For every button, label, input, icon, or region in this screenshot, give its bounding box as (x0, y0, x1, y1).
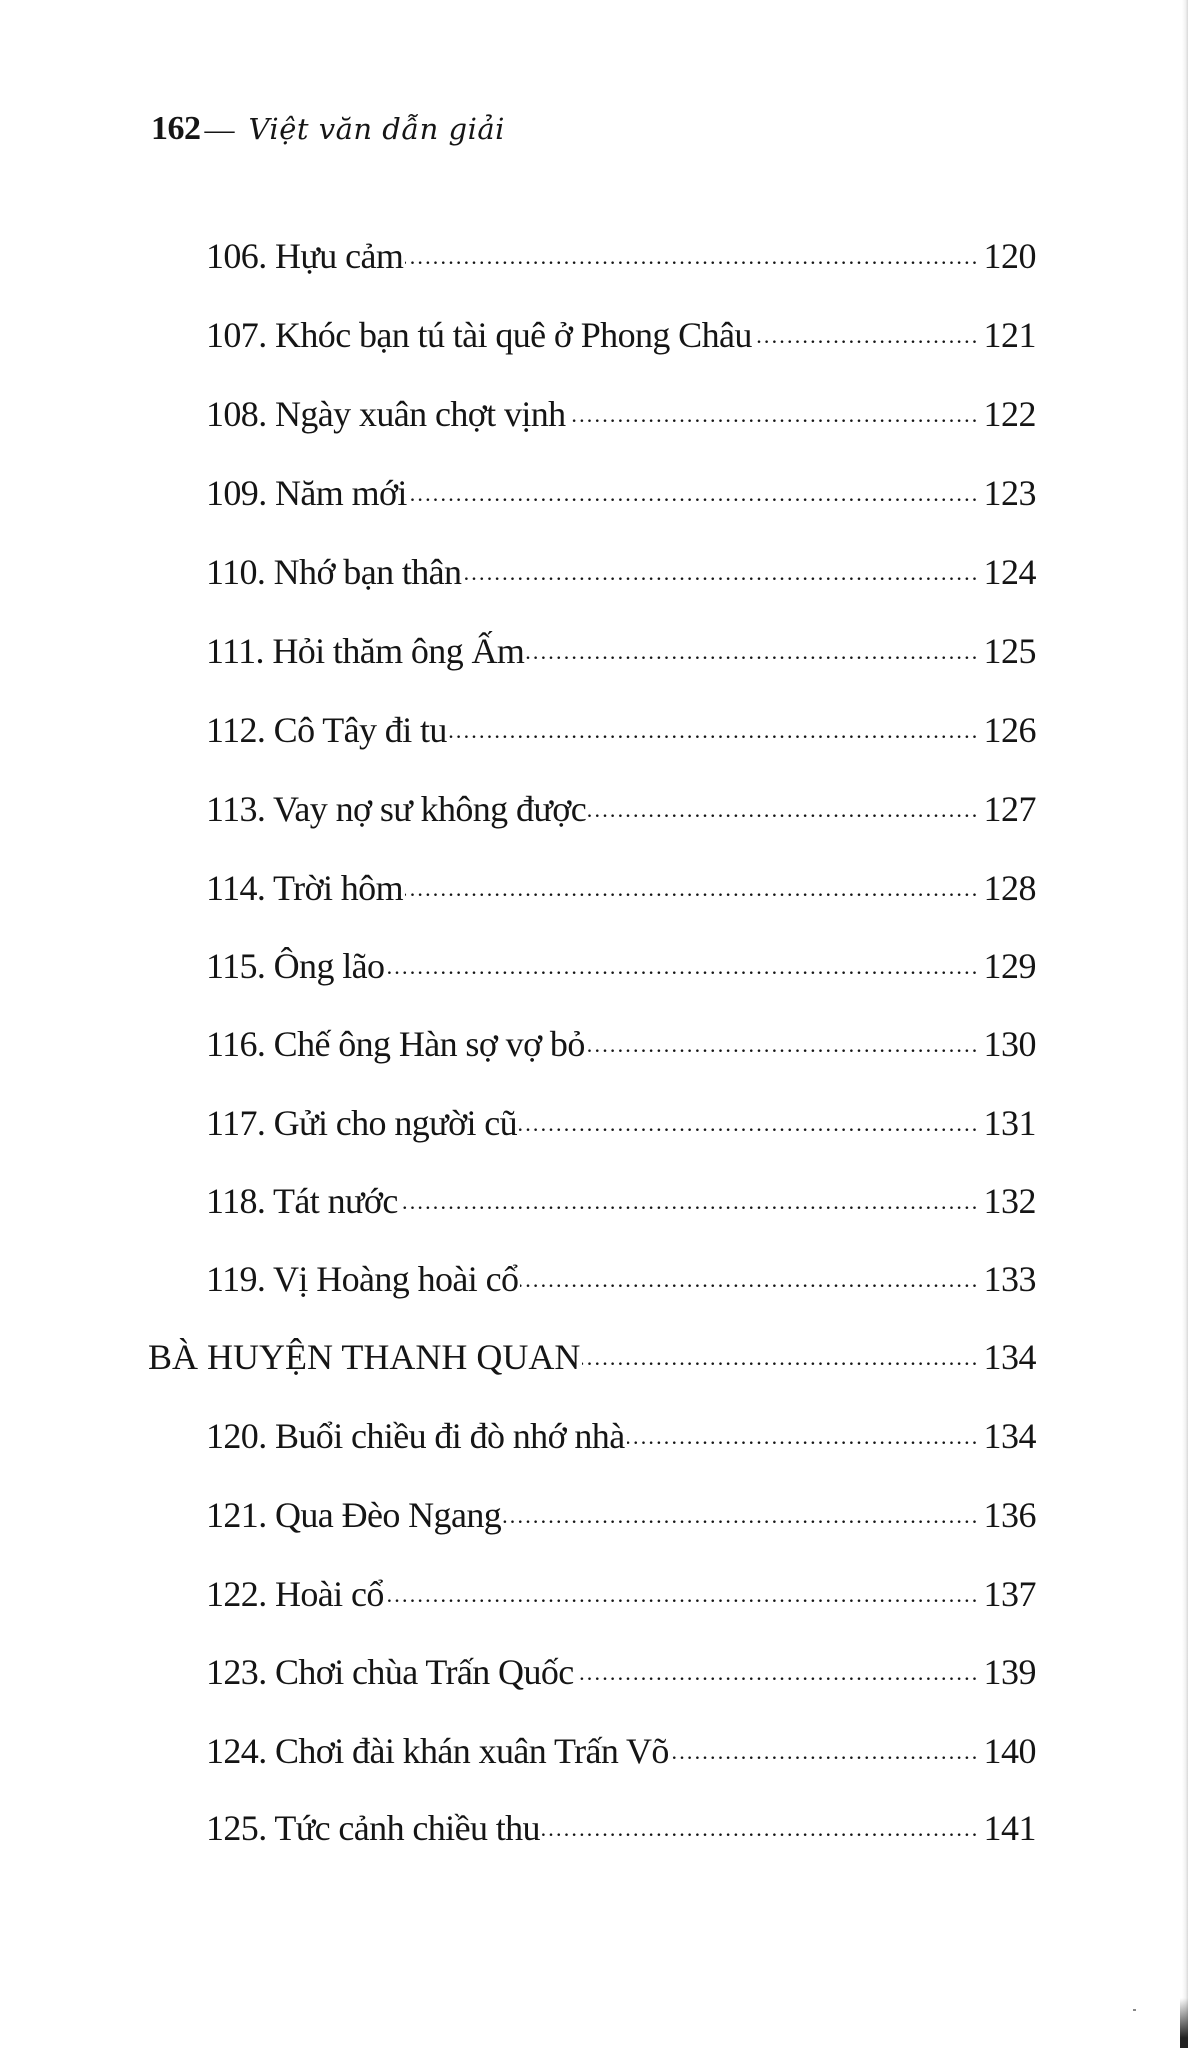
dot-leader (503, 1491, 979, 1527)
toc-entry[interactable] (206, 232, 1036, 282)
toc-entry-page: 124 (983, 552, 1036, 592)
toc-entry-title: 117. Gửi cho người cũ (206, 1103, 518, 1143)
book-title: Việt văn dẫn giải (248, 112, 505, 146)
dot-leader (405, 232, 979, 268)
toc-entry[interactable] (206, 1648, 1036, 1698)
toc-section-heading[interactable] (148, 1333, 1036, 1383)
toc-entry-title: 107. Khóc bạn tú tài quê ở Phong Châu (206, 315, 752, 355)
toc-entry[interactable] (206, 1727, 1036, 1777)
toc-entry-title: 112. Cô Tây đi tu (206, 710, 447, 750)
toc-entry-page: 123 (983, 473, 1036, 513)
toc-entry-page: 120 (983, 236, 1036, 276)
dot-leader (582, 1333, 979, 1369)
dot-leader (386, 942, 979, 978)
toc-entry[interactable] (206, 311, 1036, 361)
toc-entry-title: 115. Ông lão (206, 946, 385, 986)
page-corner-shadow (1180, 1998, 1188, 2048)
toc-section-title: BÀ HUYỆN THANH QUAN (148, 1337, 581, 1377)
dot-leader (671, 1727, 980, 1763)
toc-entry-title: 119. Vị Hoàng hoài cổ (206, 1259, 519, 1299)
toc-entry[interactable] (206, 706, 1036, 756)
toc-entry-title: 114. Trời hôm (206, 868, 403, 908)
running-head-separator: — (204, 113, 235, 146)
toc-entry-page: 134 (983, 1337, 1036, 1377)
toc-entry-title: 113. Vay nợ sư không được (206, 789, 587, 829)
toc-entry-page: 136 (983, 1495, 1036, 1535)
toc-entry-title: 110. Nhớ bạn thân (206, 552, 462, 592)
toc-entry[interactable] (206, 469, 1036, 519)
toc-entry[interactable] (206, 1570, 1036, 1620)
toc-entry-page: 127 (983, 789, 1036, 829)
toc-entry-page: 122 (983, 394, 1036, 434)
toc-entry-title: 124. Chơi đài khán xuân Trấn Võ (206, 1731, 669, 1771)
toc-entry-page: 133 (983, 1259, 1036, 1299)
toc-entry-title: 121. Qua Đèo Ngang (206, 1495, 502, 1535)
toc-entry[interactable] (206, 1020, 1036, 1070)
toc-entry[interactable] (206, 1255, 1036, 1305)
page-number: 162 (151, 110, 201, 147)
toc-entry-page: 131 (983, 1103, 1036, 1143)
dot-leader (576, 1648, 980, 1684)
dot-leader (400, 1177, 980, 1213)
toc-entry-title: 111. Hỏi thăm ông Ấm (206, 631, 525, 671)
dot-leader (463, 548, 979, 584)
dot-leader (520, 1255, 979, 1291)
toc-entry[interactable] (206, 627, 1036, 677)
dot-leader (587, 1020, 980, 1056)
toc-entry[interactable] (206, 785, 1036, 835)
toc-entry-page: 141 (983, 1808, 1036, 1848)
toc-entry-page: 126 (983, 710, 1036, 750)
toc-entry-page: 132 (983, 1181, 1036, 1221)
toc-entry-title: 125. Tức cảnh chiều thu (206, 1808, 540, 1848)
dot-leader (519, 1099, 979, 1135)
toc-entry-page: 121 (983, 315, 1036, 355)
toc-entry-title: 123. Chơi chùa Trấn Quốc (206, 1652, 574, 1692)
toc-entry[interactable] (206, 1099, 1036, 1149)
dot-leader (405, 864, 980, 900)
toc-entry-page: 139 (983, 1652, 1036, 1692)
page-edge (1182, 0, 1188, 2048)
toc-entry-title: 120. Buổi chiều đi đò nhớ nhà (206, 1416, 625, 1456)
toc-entry-title: 118. Tát nước (206, 1181, 398, 1221)
toc-entry-page: 140 (983, 1731, 1036, 1771)
toc-entry-title: 109. Năm mới (206, 473, 407, 513)
toc-entry-title: 108. Ngày xuân chợt vịnh (206, 394, 566, 434)
dot-leader (526, 627, 979, 663)
toc-entry[interactable] (206, 1491, 1036, 1541)
toc-entry-page: 130 (983, 1024, 1036, 1064)
toc-entry-title: 106. Hựu cảm (206, 236, 404, 276)
toc-entry[interactable] (206, 1177, 1036, 1227)
running-head (151, 110, 505, 160)
toc-entry-title: 116. Chế ông Hàn sợ vợ bỏ (206, 1024, 585, 1064)
dot-leader (754, 311, 980, 347)
dot-leader (568, 390, 980, 426)
toc-entry[interactable] (206, 1804, 1036, 1854)
toc-entry-page: 125 (983, 631, 1036, 671)
toc-entry[interactable] (206, 942, 1036, 992)
dot-leader (627, 1412, 980, 1448)
dot-leader (449, 706, 980, 742)
dot-leader (386, 1570, 980, 1606)
toc-entry[interactable] (206, 390, 1036, 440)
print-speck (1133, 2009, 1136, 2011)
toc-entry-page: 129 (983, 946, 1036, 986)
dot-leader (409, 469, 980, 505)
toc-entry-page: 134 (983, 1416, 1036, 1456)
dot-leader (588, 785, 979, 821)
toc-entry-title: 122. Hoài cổ (206, 1574, 384, 1614)
toc-entry[interactable] (206, 864, 1036, 914)
toc-entry-page: 137 (983, 1574, 1036, 1614)
dot-leader (542, 1804, 980, 1840)
toc-entry[interactable] (206, 1412, 1036, 1462)
toc-entry-page: 128 (983, 868, 1036, 908)
toc-entry[interactable] (206, 548, 1036, 598)
